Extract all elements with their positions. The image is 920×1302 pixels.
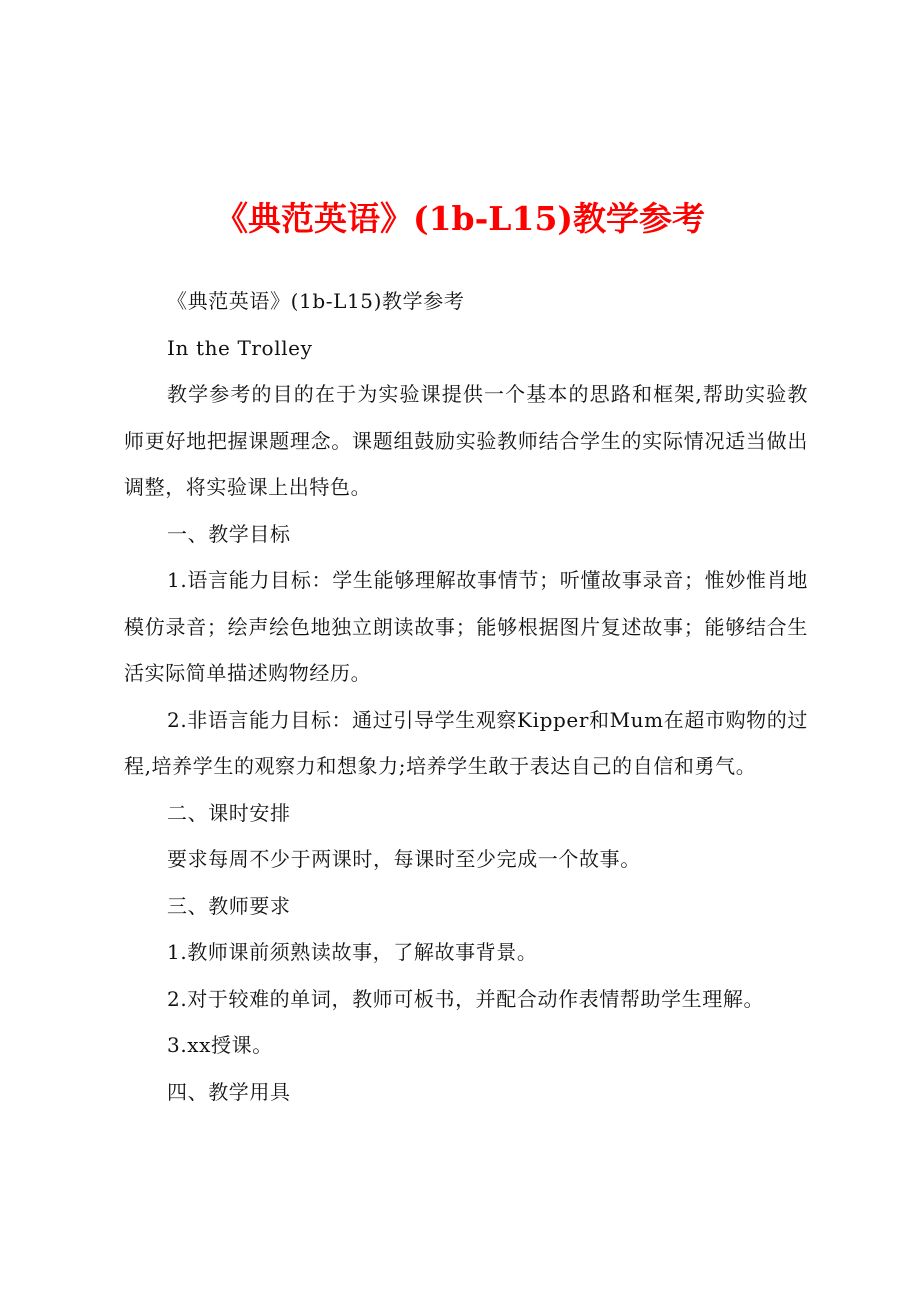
paragraph-requirement-3: 3.xx授课。 xyxy=(167,1033,273,1057)
heading-teacher-requirements: 三、教师要求 xyxy=(167,893,291,918)
document-title: 《典范英语》(1b-L15)教学参考 xyxy=(214,199,706,238)
heading-teaching-goals: 一、教学目标 xyxy=(167,521,291,546)
paragraph-lesson-name: In the Trolley xyxy=(167,335,313,360)
paragraph-requirement-2: 2.对于较难的单词，教师可板书，并配合动作表情帮助学生理解。 xyxy=(167,986,765,1011)
heading-teaching-tools: 四、教学用具 xyxy=(167,1079,291,1104)
paragraph-requirement-1: 1.教师课前须熟读故事，了解故事背景。 xyxy=(167,940,538,964)
document-body xyxy=(124,278,808,1115)
paragraph-schedule: 要求每周不少于两课时，每课时至少完成一个故事。 xyxy=(167,847,641,871)
paragraph-language-goal: 1.语言能力目标：学生能够理解故事情节；听懂故事录音；惟妙惟肖地模仿录音；绘声绘色地独立朗读故事；能够根据图片复述故事；能够结合生活实际简单描述购物经历。 xyxy=(124,568,808,685)
heading-schedule: 二、课时安排 xyxy=(167,800,291,825)
paragraph-nonlanguage-goal: 2.非语言能力目标：通过引导学生观察Kipper和Mum在超市购物的过程,培养学生的观察力和想象力;培养学生敢于表达自己的自信和勇气。 xyxy=(124,707,808,778)
paragraph-intro: 教学参考的目的在于为实验课提供一个基本的思路和框架,帮助实验教师更好地把握课题理念。课题组鼓励实验教师结合学生的实际情况适当做出调整，将实验课上出特色。 xyxy=(124,382,808,499)
paragraph-subtitle: 《典范英语》(1b-L15)教学参考 xyxy=(167,289,465,313)
